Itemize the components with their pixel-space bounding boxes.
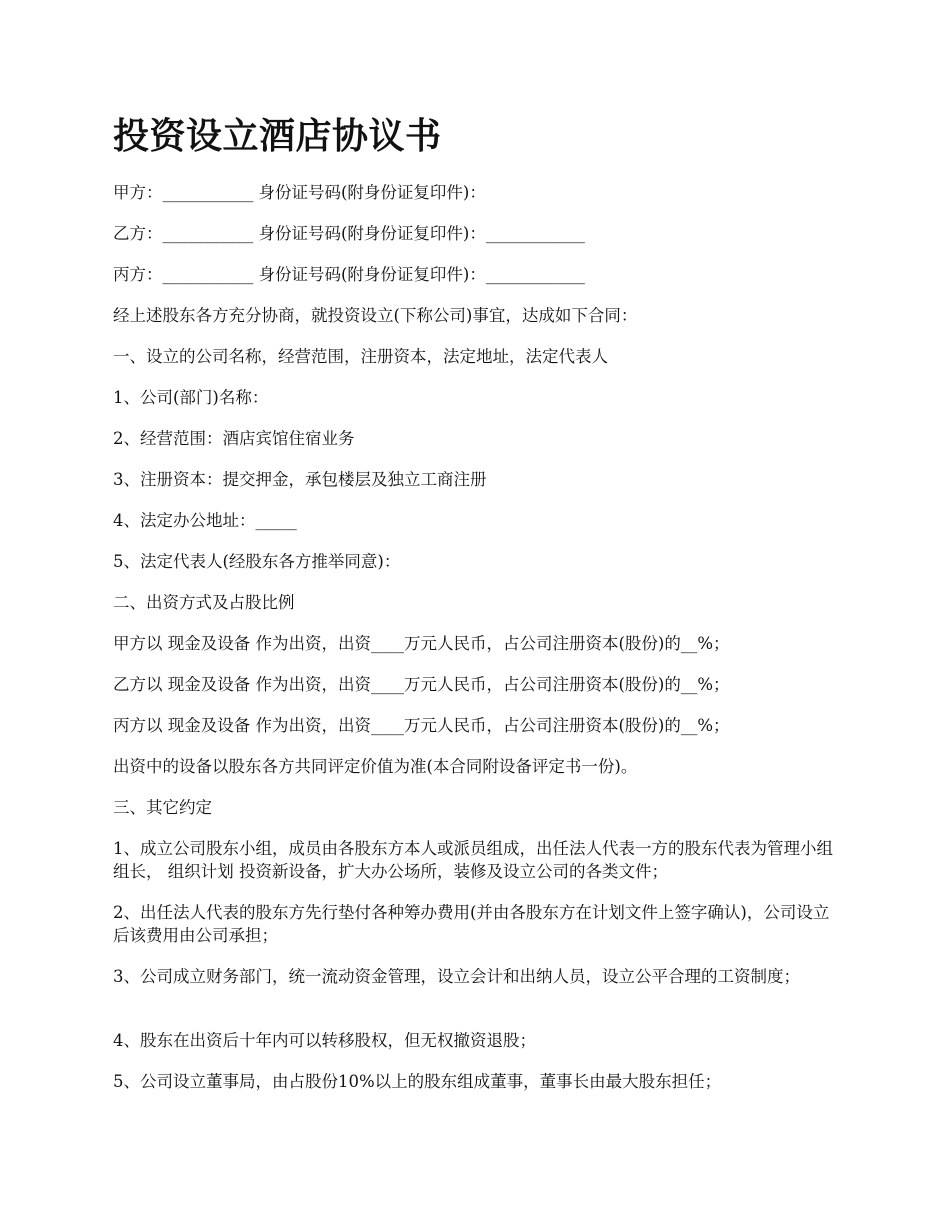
contribution-party-c: 丙方以 现金及设备 作为出资，出资____万元人民币，占公司注册资本(股份)的__%； <box>113 716 730 735</box>
clause-3-4: 4、股东在出资后十年内可以转移股权，但无权撤资退股； <box>113 1031 536 1050</box>
section-3-heading: 三、其它约定 <box>113 798 212 817</box>
equipment-valuation-note: 出资中的设备以股东各方共同评定价值为准(本合同附设备评定书一份)。 <box>113 757 638 776</box>
clause-1-1: 1、公司(部门)名称： <box>113 388 269 407</box>
party-c-line: 丙方：___________ 身份证号码(附身份证复印件)：____________ <box>113 265 585 284</box>
section-1-heading: 一、设立的公司名称，经营范围，注册资本，法定地址，法定代表人 <box>113 347 608 366</box>
document-title: 投资设立酒店协议书 <box>113 115 442 157</box>
clause-1-2: 2、经营范围：酒店宾馆住宿业务 <box>113 429 355 448</box>
clause-3-3: 3、公司成立财务部门，统一流动资金管理，设立会计和出纳人员，设立公平合理的工资制度； <box>113 967 800 986</box>
party-a-line: 甲方：___________ 身份证号码(附身份证复印件)： <box>113 183 486 202</box>
clause-1-4: 4、法定办公地址：_____ <box>113 511 297 530</box>
section-2-heading: 二、出资方式及占股比例 <box>113 593 295 612</box>
contribution-party-b: 乙方以 现金及设备 作为出资，出资____万元人民币，占公司注册资本(股份)的__%； <box>113 675 730 694</box>
preamble-paragraph: 经上述股东各方充分协商，就投资设立(下称公司)事宜，达成如下合同： <box>113 306 638 325</box>
clause-1-5: 5、法定代表人(经股东各方推举同意)： <box>113 552 401 571</box>
contribution-party-a: 甲方以 现金及设备 作为出资，出资____万元人民币，占公司注册资本(股份)的__%； <box>113 634 730 653</box>
clause-3-2: 2、出任法人代表的股东方先行垫付各种筹办费用(并由各股东方在计划文件上签字确认)，公司设立后该费用由公司承担； <box>113 903 830 945</box>
clause-1-3: 3、注册资本：提交押金，承包楼层及独立工商注册 <box>113 470 487 489</box>
clause-3-1: 1、成立公司股东小组，成员由各股东方本人或派员组成，出任法人代表一方的股东代表为管理小组组长， 组织计划 投资新设备，扩大办公场所，装修及设立公司的各类文件； <box>113 839 833 881</box>
clause-3-5: 5、公司设立董事局，由占股份10%以上的股东组成董事，董事长由最大股东担任； <box>113 1072 722 1091</box>
party-b-line: 乙方：___________ 身份证号码(附身份证复印件)：____________ <box>113 224 585 243</box>
